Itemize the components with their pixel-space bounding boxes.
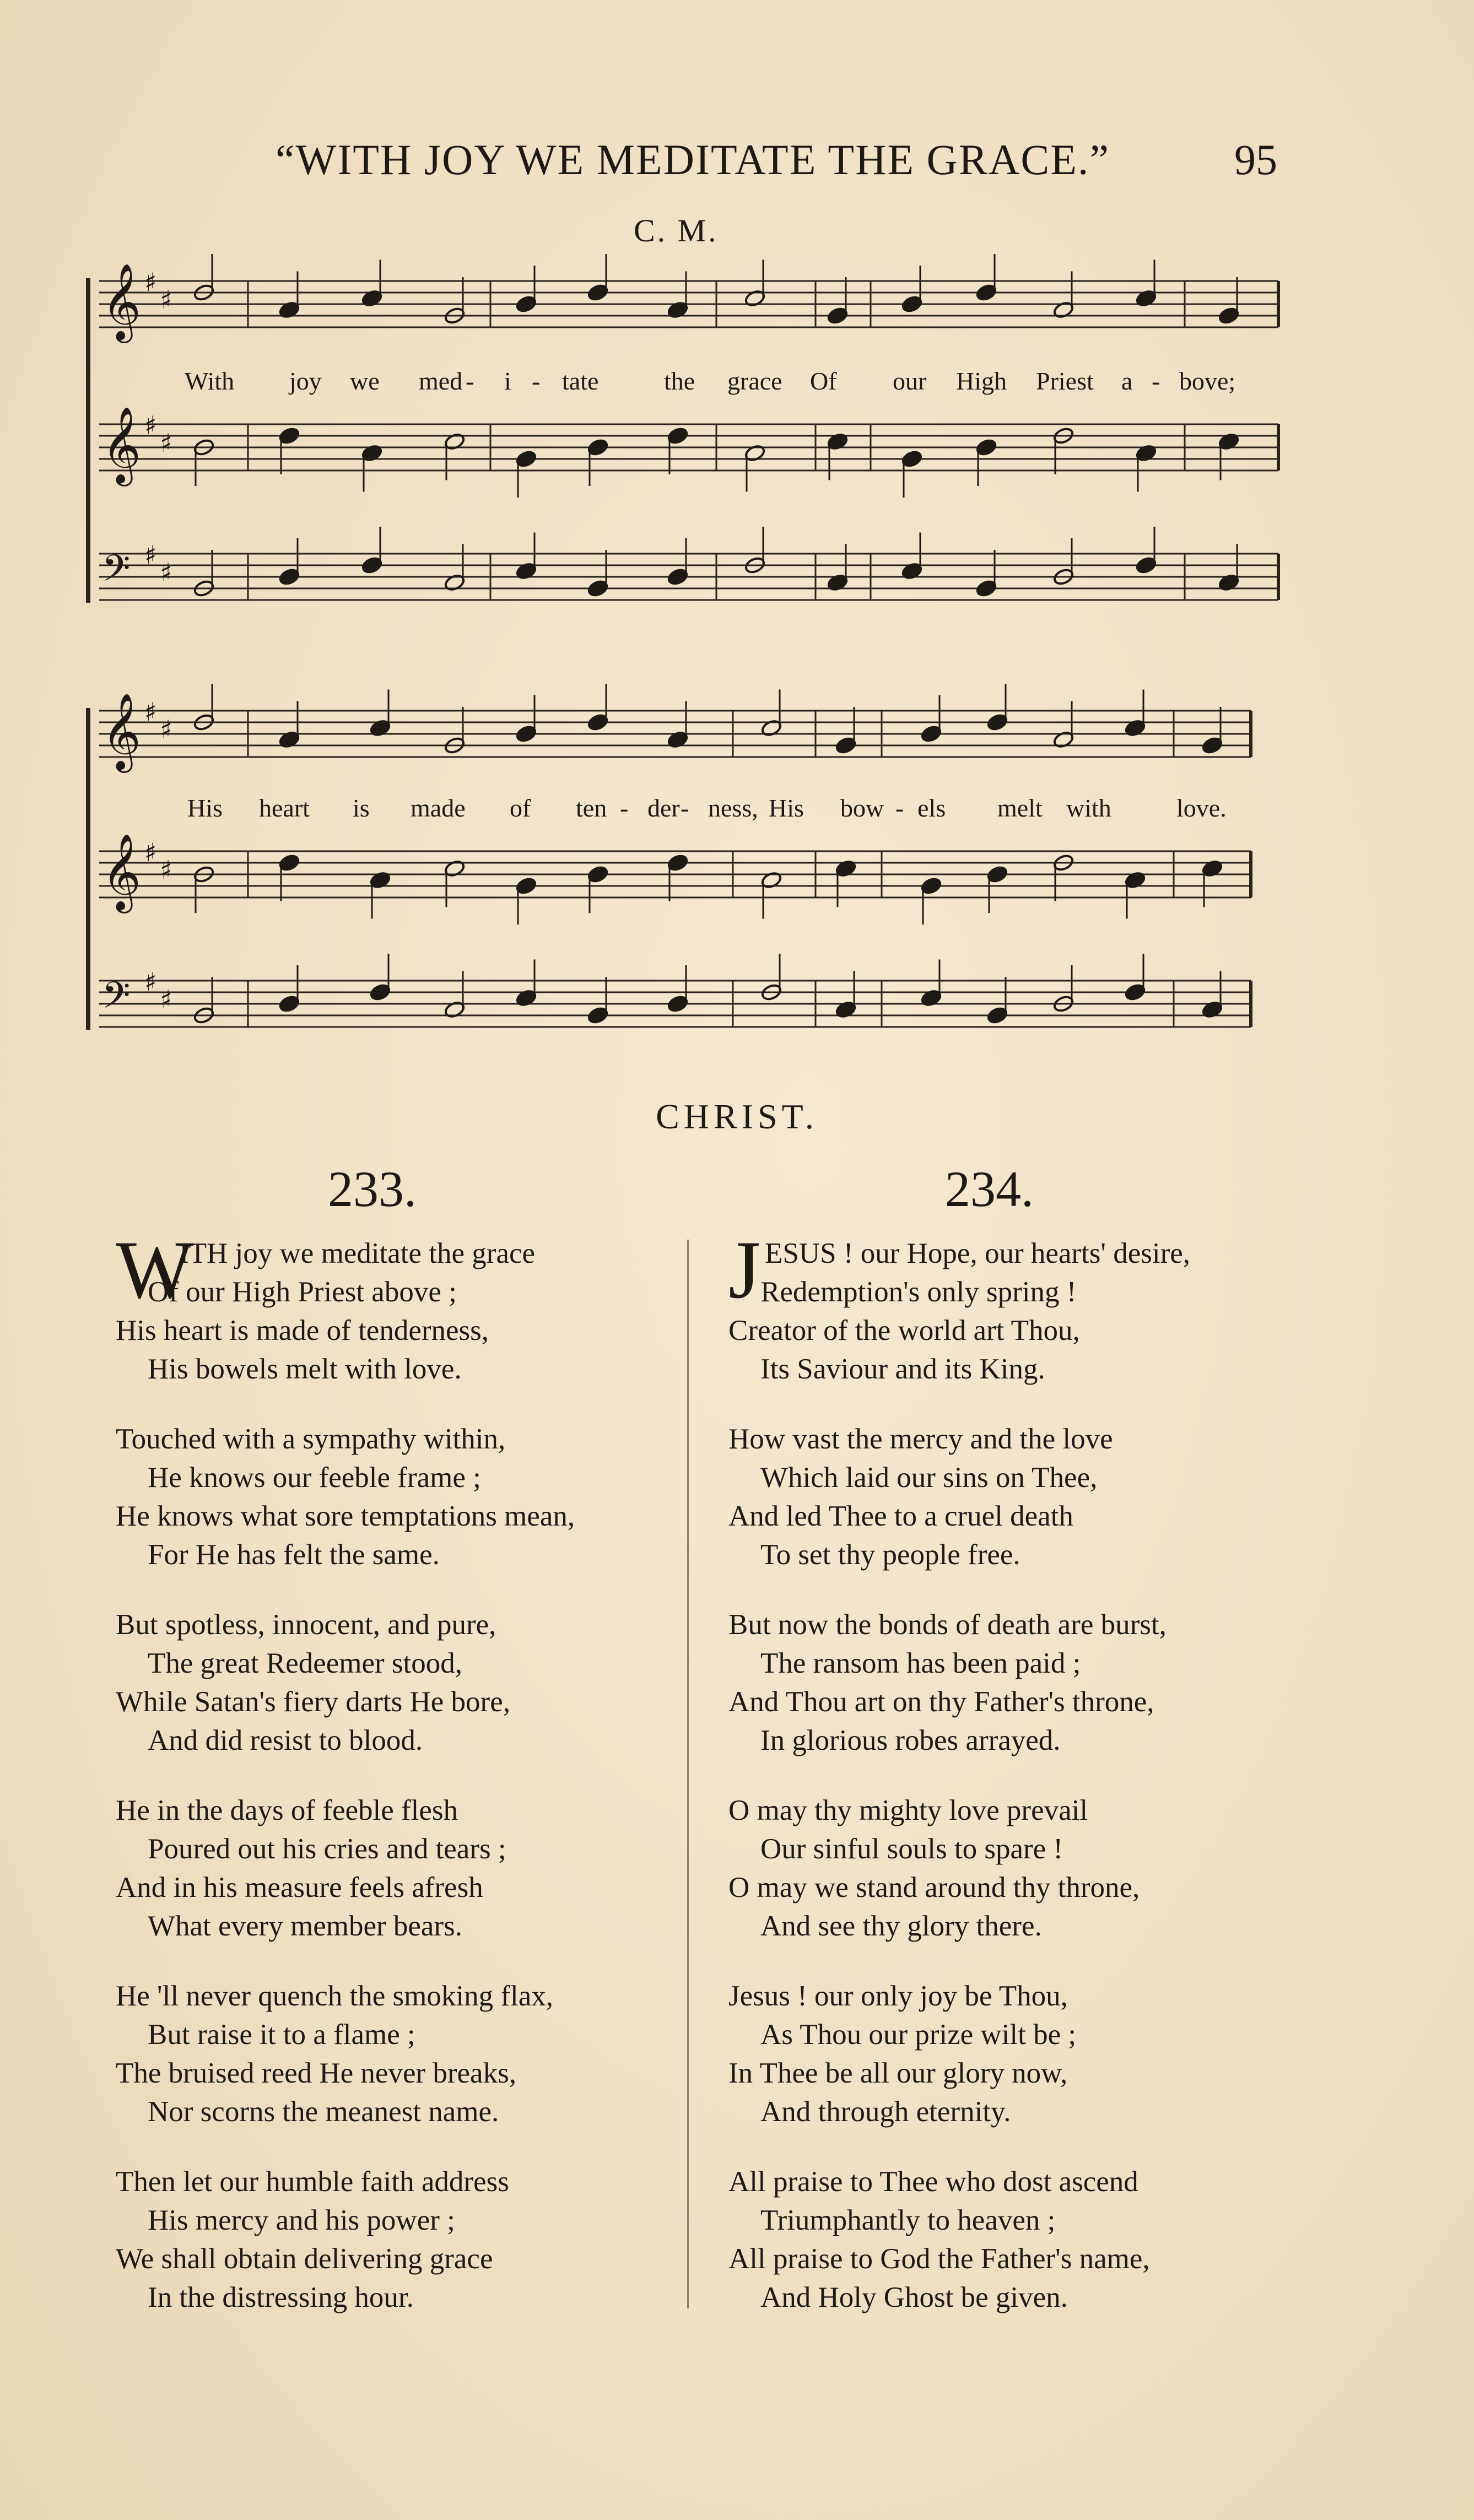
- verse-line: All praise to God the Father's name,: [728, 2243, 1150, 2275]
- verse-line: O may we stand around thy throne,: [728, 1872, 1140, 1903]
- lyric-syllable: melt: [997, 794, 1043, 822]
- lyric-syllable: med: [419, 367, 463, 395]
- lyric-syllable: High: [956, 367, 1007, 395]
- verse-line: We shall obtain delivering grace: [116, 2243, 493, 2275]
- verse-line: And through eternity.: [760, 2096, 1011, 2128]
- verse-line: But now the bonds of death are burst,: [728, 1609, 1167, 1641]
- lyric-syllable: His: [769, 794, 804, 822]
- verse-line: O may thy mighty love prevail: [728, 1794, 1088, 1826]
- svg-text:♯: ♯: [160, 985, 172, 1014]
- verse-line: Our sinful souls to spare !: [760, 1833, 1063, 1865]
- verse-line: But raise it to a flame ;: [148, 2019, 415, 2051]
- page-number: 95: [1234, 136, 1277, 183]
- svg-text:♯: ♯: [160, 285, 172, 315]
- verse-line: In the distressing hour.: [148, 2281, 414, 2313]
- lyric-syllable: a: [1121, 367, 1133, 395]
- verse-line: Jesus ! our only joy be Thou,: [728, 1980, 1068, 2012]
- lyric-syllable: tate: [562, 367, 599, 395]
- verse-line: In glorious robes arrayed.: [760, 1724, 1061, 1756]
- verse-line: Then let our humble faith address: [116, 2166, 509, 2198]
- verse-line: In Thee be all our glory now,: [728, 2057, 1068, 2089]
- verse-line: And see thy glory there.: [760, 1910, 1042, 1942]
- verse-line: He in the days of feeble flesh: [116, 1794, 458, 1826]
- lyric-syllable: -: [1152, 367, 1160, 395]
- hymn-233-first-line: [179, 1234, 535, 1273]
- lyric-syllable: -: [532, 367, 541, 395]
- svg-text:𝄞: 𝄞: [102, 407, 141, 483]
- lyric-syllable: we: [350, 367, 380, 395]
- column-divider: [687, 1240, 689, 2308]
- verse-line: His mercy and his power ;: [148, 2204, 455, 2236]
- lyric-syllable: is: [353, 794, 370, 822]
- lyric-syllable: love.: [1176, 794, 1227, 822]
- verse-line: The bruised reed He never breaks,: [116, 2057, 516, 2089]
- lyric-syllable: joy: [289, 367, 322, 395]
- lyric-syllable: With: [185, 367, 235, 395]
- lyric-syllable: heart: [259, 794, 310, 822]
- verse-line: As Thou our prize wilt be ;: [760, 2019, 1077, 2051]
- svg-text:𝄞: 𝄞: [102, 834, 141, 910]
- stanza-gap: [728, 1945, 1167, 1977]
- lyric-syllable: -: [466, 367, 474, 395]
- stanza-gap: [728, 1760, 1167, 1791]
- svg-text:𝄢: 𝄢: [102, 547, 131, 598]
- music-score: [0, 0, 1474, 1074]
- lyric-syllable: Priest: [1036, 367, 1094, 395]
- verse-line: To set thy people free.: [760, 1539, 1021, 1571]
- verse-line: He knows our feeble frame ;: [148, 1462, 481, 1494]
- lyric-syllable: els: [917, 794, 946, 822]
- verse-line: And Thou art on thy Father's throne,: [728, 1686, 1154, 1718]
- verse-line: ITH joy we meditate the grace: [179, 1237, 536, 1269]
- dropcap-w: W: [116, 1224, 194, 1316]
- stanza-gap: [728, 1388, 1167, 1420]
- verse-line: All praise to Thee who dost ascend: [728, 2166, 1138, 2198]
- svg-text:♯: ♯: [144, 540, 157, 570]
- svg-text:♯: ♯: [144, 697, 157, 727]
- lyric-syllable: the: [664, 367, 695, 395]
- verse-line: While Satan's fiery darts He bore,: [116, 1686, 510, 1718]
- verse-line: Touched with a sympathy within,: [116, 1423, 506, 1455]
- verse-line: Poured out his cries and tears ;: [148, 1833, 506, 1865]
- svg-text:♯: ♯: [160, 855, 172, 885]
- hymn-233-number: 233.: [328, 1161, 417, 1217]
- svg-text:♯: ♯: [160, 558, 172, 587]
- svg-text:♯: ♯: [160, 428, 172, 458]
- section-title: CHRIST.: [656, 1097, 818, 1136]
- verse-line: And did resist to blood.: [148, 1724, 423, 1756]
- verse-line: What every member bears.: [148, 1910, 462, 1942]
- stanza-gap: [116, 1760, 575, 1791]
- hymn-234-first-line: [765, 1234, 1190, 1273]
- stanza-gap: [116, 2131, 575, 2162]
- hymn233-stanzas: [116, 1273, 575, 2317]
- verse-line: His heart is made of tenderness,: [116, 1315, 489, 1346]
- hymn234-stanzas: [728, 1273, 1167, 2317]
- lyric-syllable: bove;: [1179, 367, 1236, 395]
- verse-line: The great Redeemer stood,: [148, 1647, 462, 1679]
- verse-line: Of our High Priest above ;: [148, 1276, 457, 1308]
- lyric-syllable: -: [620, 794, 629, 822]
- verse-line: For He has felt the same.: [148, 1539, 440, 1571]
- verse-line: Creator of the world art Thou,: [728, 1315, 1080, 1346]
- lyric-syllable: His: [187, 794, 223, 822]
- verse-line: How vast the mercy and the love: [728, 1423, 1113, 1455]
- meter-label: C. M.: [634, 213, 719, 248]
- lyric-syllable: bow: [840, 794, 884, 822]
- verse-line: His bowels melt with love.: [148, 1353, 462, 1385]
- verse-line: And Holy Ghost be given.: [760, 2281, 1068, 2313]
- lyric-syllable: ten: [576, 794, 607, 822]
- lyric-syllable: made: [411, 794, 466, 822]
- stanza-gap: [116, 1388, 575, 1420]
- verse-line: But spotless, innocent, and pure,: [116, 1609, 496, 1641]
- stanza-gap: [116, 1574, 575, 1605]
- svg-text:♯: ♯: [144, 837, 157, 867]
- svg-text:𝄞: 𝄞: [102, 693, 141, 770]
- lyric-syllable: i: [504, 367, 511, 395]
- svg-text:♯: ♯: [160, 715, 172, 744]
- lyric-syllable: der: [647, 794, 680, 822]
- verse-line: He 'll never quench the smoking flax,: [116, 1980, 554, 2012]
- stanza-gap: [728, 2131, 1167, 2162]
- dropcap-j: J: [728, 1224, 761, 1316]
- lyric-syllable: of: [510, 794, 531, 822]
- verse-line: Its Saviour and its King.: [760, 1353, 1045, 1385]
- lyric-syllable: with: [1066, 794, 1111, 822]
- page-title: “WITH JOY WE MEDITATE THE GRACE.”: [276, 136, 1110, 183]
- verse-line: And in his measure feels afresh: [116, 1872, 483, 1903]
- lyric-syllable: our: [893, 367, 927, 395]
- svg-text:♯: ♯: [144, 967, 157, 997]
- verse-line: The ransom has been paid ;: [760, 1647, 1081, 1679]
- hymn-234-number: 234.: [945, 1161, 1034, 1217]
- verse-line: Triumphantly to heaven ;: [760, 2204, 1056, 2236]
- verse-line: Redemption's only spring !: [760, 1276, 1077, 1308]
- svg-text:♯: ♯: [144, 410, 157, 440]
- stanza-gap: [728, 1574, 1167, 1605]
- verse-line: Which laid our sins on Thee,: [760, 1462, 1098, 1494]
- verse-line: Nor scorns the meanest name.: [148, 2096, 499, 2128]
- lyric-syllable: -: [895, 794, 904, 822]
- lyric-syllable: Of: [810, 367, 837, 395]
- lyric-syllable: ness,: [708, 794, 758, 822]
- svg-text:𝄢: 𝄢: [102, 974, 131, 1025]
- verse-line: And led Thee to a cruel death: [728, 1500, 1073, 1532]
- svg-text:♯: ♯: [144, 267, 157, 297]
- lyric-syllable: -: [681, 794, 689, 822]
- svg-text:𝄞: 𝄞: [102, 263, 141, 340]
- stanza-gap: [116, 1945, 575, 1977]
- verse-line: He knows what sore temptations mean,: [116, 1500, 575, 1532]
- lyric-syllable: grace: [727, 367, 782, 395]
- verse-line: ESUS ! our Hope, our hearts' desire,: [765, 1237, 1190, 1269]
